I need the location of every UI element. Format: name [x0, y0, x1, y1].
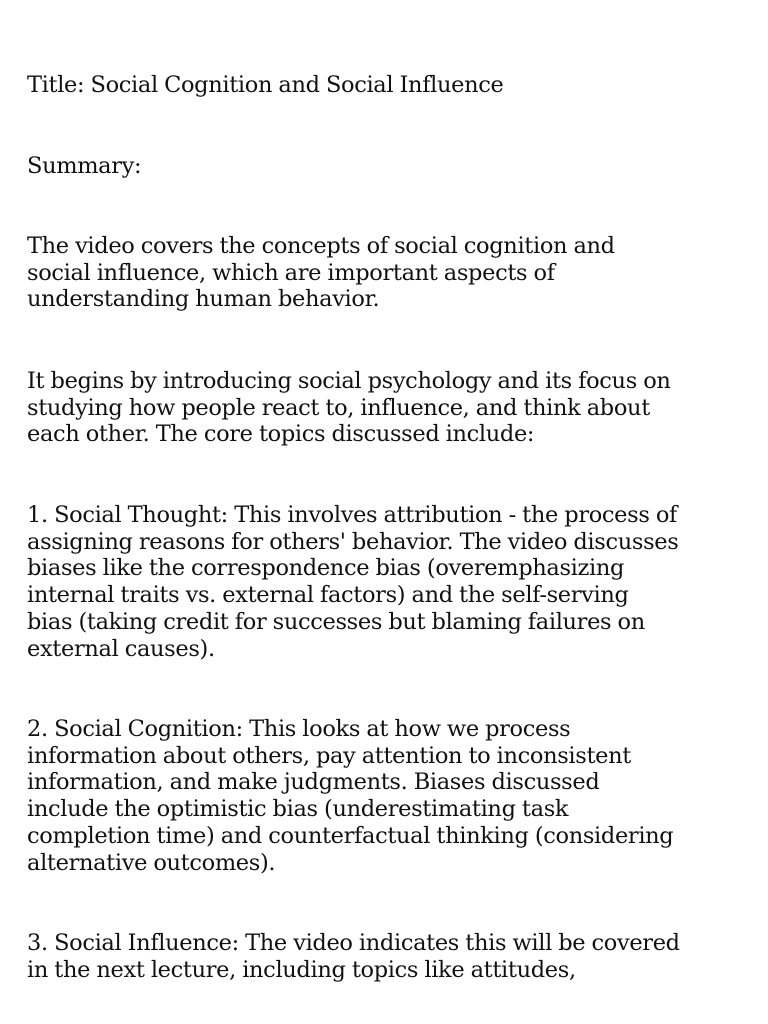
text-line: social influence, which are important aspects of: [27, 259, 555, 286]
text-line: biases like the correspondence bias (overemphasizing: [27, 555, 625, 582]
paragraph-intro: [27, 233, 732, 313]
text-line: completion time) and counterfactual thinking (considering: [27, 822, 674, 849]
document-title: [27, 72, 732, 99]
text-line: assigning reasons for others' behavior. The video discusses: [27, 528, 679, 555]
text-line: The video covers the concepts of social cognition and: [27, 233, 615, 259]
list-item-social-influence: [27, 930, 732, 983]
text-line: studying how people react to, influence, and think about: [27, 394, 650, 421]
text-line: 2. Social Cognition: This looks at how we process: [27, 716, 571, 742]
text-line: external causes).: [27, 635, 215, 662]
list-item-social-cognition: [27, 716, 732, 876]
text-line: internal traits vs. external factors) and the self-serving: [27, 582, 629, 609]
text-line: bias (taking credit for successes but blaming failures on: [27, 608, 645, 635]
text-line: each other. The core topics discussed include:: [27, 421, 535, 448]
text-line: in the next lecture, including topics like attitudes,: [27, 956, 576, 983]
text-line: understanding human behavior.: [27, 286, 380, 313]
text-line: information, and make judgments. Biases discussed: [27, 769, 600, 796]
text-line: 3. Social Influence: The video indicates this will be covered: [27, 930, 680, 956]
text-line: Summary:: [27, 153, 142, 179]
text-line: It begins by introducing social psychology and its focus on: [27, 368, 671, 394]
paragraph-topics: [27, 368, 732, 448]
text-line: information about others, pay attention to inconsistent: [27, 742, 631, 769]
text-line: include the optimistic bias (underestimating task: [27, 796, 569, 823]
text-line: Title: Social Cognition and Social Influence: [27, 72, 504, 98]
text-line: 1. Social Thought: This involves attribution - the process of: [27, 502, 678, 528]
text-line: alternative outcomes).: [27, 849, 276, 876]
summary-heading: [27, 153, 732, 180]
list-item-social-thought: [27, 502, 732, 662]
